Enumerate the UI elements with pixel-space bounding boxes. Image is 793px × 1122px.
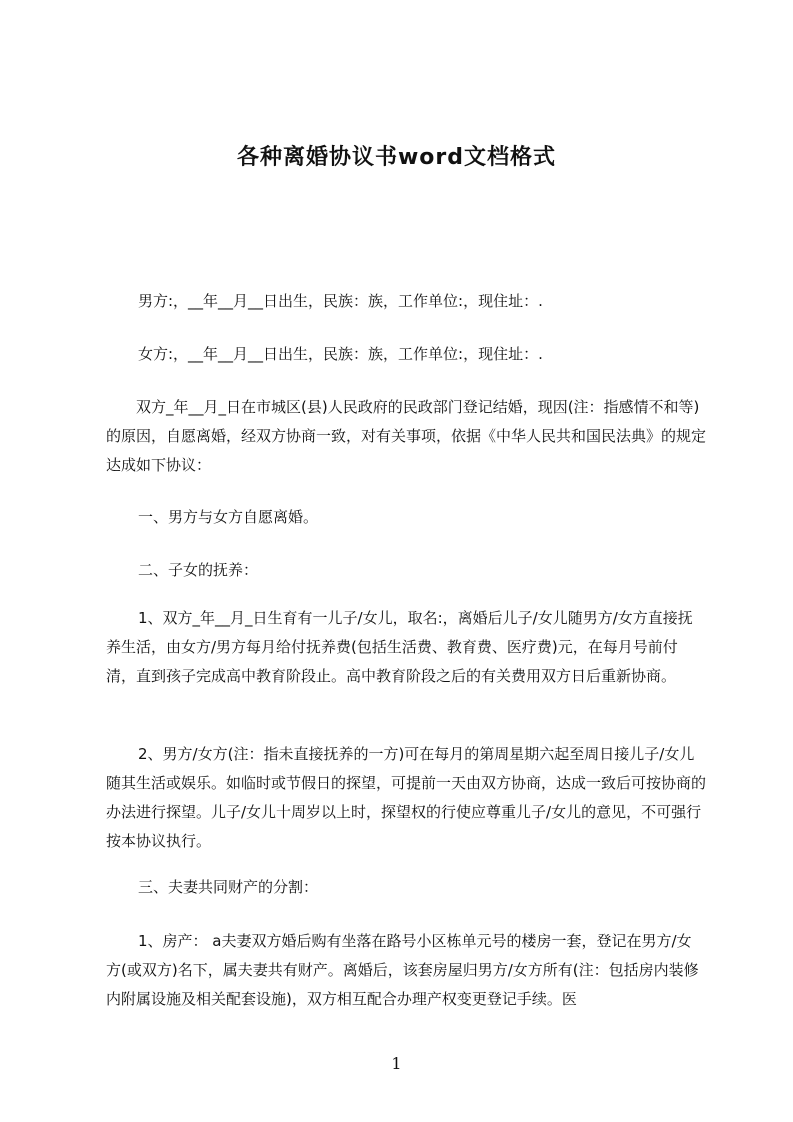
paragraph-female-info: 女方:，__年__月__日出生，民族：族，工作单位:，现住址：. bbox=[138, 345, 543, 363]
section-1-heading: 一、男方与女方自愿离婚。 bbox=[138, 508, 319, 526]
paragraph-male-info: 男方:，__年__月__日出生，民族：族，工作单位:，现住址：. bbox=[138, 292, 543, 310]
paragraph-intro: 双方_年__月_日在市城区(县)人民政府的民政部门登记结婚，现因(注：指感情不和等)的原因，自愿离婚，经双方协商一致，对有关事项，依据《中华人民共和国民法典》的规定达成如下协议： bbox=[106, 398, 707, 474]
document-title: 各种离婚协议书word文档格式 bbox=[236, 145, 557, 170]
section-3-heading: 三、夫妻共同财产的分割： bbox=[138, 878, 319, 896]
item-3-1: 1、房产： a夫妻双方婚后购有坐落在路号小区栋单元号的楼房一套，登记在男方/女方(或双方)名下，属夫妻共有财产。离婚后，该套房屋归男方/女方所有(注：包括房内装修内附属设施及相关配套设施)，双方相互配合办理产权变更登记手续。医 bbox=[106, 932, 699, 1008]
item-2-2: 2、男方/女方(注：指未直接抚养的一方)可在每月的第周星期六起至周日接儿子/女儿随其生活或娱乐。如临时或节假日的探望，可提前一天由双方协商，达成一致后可按协商的办法进行探望。儿子/女儿十周岁以上时，探望权的行使应尊重儿子/女儿的意见，不可强行按本协议执行。 bbox=[106, 745, 707, 850]
item-2-1: 1、双方_年__月_日生育有一儿子/女儿，取名:，离婚后儿子/女儿随男方/女方直接抚养生活，由女方/男方每月给付抚养费(包括生活费、教育费、医疗费)元，在每月号前付清，直到孩子完成高中教育阶段止。高中教育阶段之后的有关费用双方日后重新协商。 bbox=[106, 609, 693, 685]
page-number: 1 bbox=[391, 1054, 402, 1073]
section-2-heading: 二、子女的抚养： bbox=[138, 561, 259, 579]
